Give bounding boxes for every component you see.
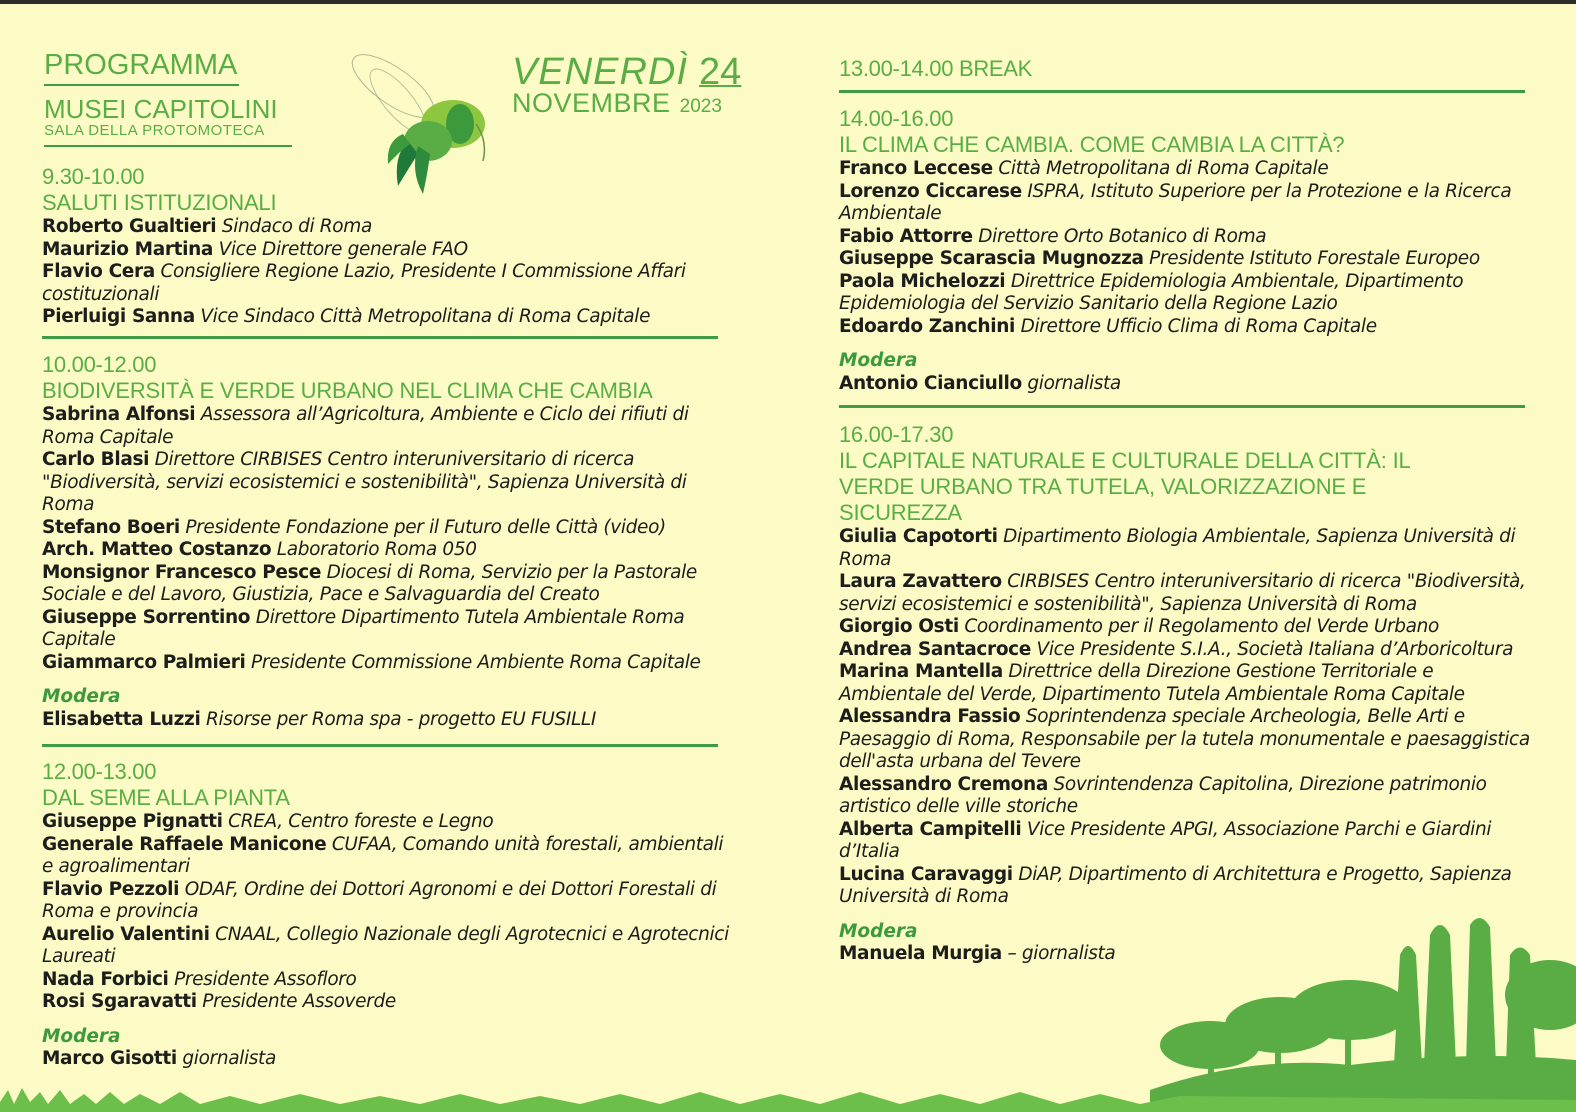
speaker-entry bbox=[42, 216, 732, 239]
speaker-name: Alessandro Cremona bbox=[839, 773, 1048, 795]
session-2 bbox=[42, 352, 732, 731]
speaker-role: Vice Sindaco Città Metropolitana di Roma Capitale bbox=[200, 306, 651, 327]
speaker-entry bbox=[42, 834, 732, 879]
speaker-list bbox=[42, 811, 732, 1014]
speaker-role: Direttore Dipartimento Tutela Ambientale Roma Capitale bbox=[42, 606, 685, 650]
speaker-name: Giammarco Palmieri bbox=[42, 651, 246, 673]
programma-title: PROGRAMMA bbox=[44, 49, 238, 81]
session-time: 14.00-16.00 bbox=[839, 106, 954, 131]
speaker-name: Franco Leccese bbox=[839, 158, 993, 179]
moderator-name: Marco Gisotti bbox=[42, 1048, 177, 1069]
moderator-role: Risorse per Roma spa - progetto EU FUSILLI bbox=[205, 708, 596, 730]
speaker-role: CUFAA, Comando unità forestali, ambientali e agroalimentari bbox=[42, 833, 724, 877]
speaker-entry bbox=[42, 261, 732, 306]
speaker-name: Edoardo Zanchini bbox=[839, 315, 1016, 337]
speaker-name: Alberta Campitelli bbox=[839, 818, 1022, 840]
session-title: SALUTI ISTITUZIONALI bbox=[42, 190, 277, 215]
speaker-role: Presidente Assofloro bbox=[174, 968, 357, 990]
speaker-role: CIRBISES Centro interuniversitario di ricerca "Biodiversità, servizi ecosistemici e sostenibilità", Sapienza Università di Roma bbox=[839, 571, 1526, 615]
speaker-entry bbox=[42, 924, 732, 969]
moderator-label: Modera bbox=[839, 920, 918, 942]
speaker-name: Roberto Gualtieri bbox=[42, 216, 217, 237]
moderator-label: Modera bbox=[42, 1025, 121, 1047]
date-day: 24 bbox=[699, 51, 742, 93]
moderator-role: – giornalista bbox=[1007, 943, 1116, 964]
speaker-name: Paola Michelozzi bbox=[839, 270, 1006, 292]
speaker-role: Laboratorio Roma 050 bbox=[276, 539, 477, 560]
speaker-name: Giulia Capotorti bbox=[839, 526, 998, 547]
speaker-name: Flavio Pezzoli bbox=[42, 878, 180, 900]
speaker-role: Presidente Istituto Forestale Europeo bbox=[1149, 248, 1480, 269]
speaker-entry bbox=[839, 226, 1539, 249]
speaker-list bbox=[42, 404, 732, 674]
session-title: IL CLIMA CHE CAMBIA. COME CAMBIA LA CITTÀ? bbox=[839, 132, 1345, 157]
speaker-name: Maurizio Martina bbox=[42, 238, 214, 260]
moderator-name: Antonio Cianciullo bbox=[839, 372, 1022, 394]
speaker-name: Giuseppe Sorrentino bbox=[42, 606, 251, 628]
speaker-name: Giuseppe Pignatti bbox=[42, 811, 223, 832]
speaker-list bbox=[839, 158, 1539, 338]
speaker-name: Monsignor Francesco Pesce bbox=[42, 561, 322, 583]
speaker-entry bbox=[42, 449, 732, 517]
speaker-role: Direttore Orto Botanico di Roma bbox=[978, 225, 1267, 247]
session-title: BIODIVERSITÀ E VERDE URBANO NEL CLIMA CHE CAMBIA bbox=[42, 378, 653, 403]
speaker-entry bbox=[42, 562, 732, 607]
session-title: DAL SEME ALLA PIANTA bbox=[42, 785, 290, 810]
session-time: 16.00-17.30 bbox=[839, 422, 954, 447]
room-subtitle: SALA DELLA PROTOMOTECA bbox=[44, 122, 265, 139]
speaker-name: Arch. Matteo Costanzo bbox=[42, 539, 272, 560]
speaker-role: Soprintendenza speciale Archeologia, Belle Arti e Paesaggio di Roma, Responsabile per la tutela monumentale e paesaggistica dell'asta urbana del Tevere bbox=[839, 706, 1530, 772]
speaker-entry bbox=[839, 526, 1539, 571]
moderator-role: giornalista bbox=[1027, 372, 1121, 394]
moderator-entry bbox=[839, 373, 1539, 396]
speaker-name: Sabrina Alfonsi bbox=[42, 404, 196, 425]
date-year: 2023 bbox=[679, 96, 722, 117]
session-5 bbox=[839, 422, 1539, 966]
moderator-label: Modera bbox=[42, 686, 121, 707]
speaker-role: Presidente Assoverde bbox=[202, 991, 396, 1012]
speaker-entry bbox=[839, 864, 1539, 909]
speaker-entry bbox=[42, 404, 732, 449]
speaker-name: Giuseppe Scarascia Mugnozza bbox=[839, 248, 1144, 269]
speaker-list bbox=[42, 216, 732, 329]
speaker-role: Diocesi di Roma, Servizio per la Pastorale Sociale e del Lavoro, Giustizia, Pace e Salvaguardia del Creato bbox=[42, 561, 697, 605]
speaker-name: Pierluigi Sanna bbox=[42, 306, 195, 327]
speaker-role: Dipartimento Biologia Ambientale, Sapienza Università di Roma bbox=[839, 526, 1516, 570]
grass-strip bbox=[0, 1080, 1576, 1112]
moderator-entry bbox=[42, 709, 732, 732]
break-label: 13.00-14.00 BREAK bbox=[839, 56, 1033, 81]
speaker-entry bbox=[839, 271, 1539, 316]
date-block bbox=[512, 52, 742, 122]
speaker-name: Nada Forbici bbox=[42, 968, 169, 990]
speaker-name: Lucina Caravaggi bbox=[839, 863, 1013, 885]
speaker-entry bbox=[42, 969, 732, 992]
speaker-list bbox=[839, 526, 1539, 909]
speaker-role: Direttrice Epidemiologia Ambientale, Dipartimento Epidemiologia del Servizio Sanitario della Regione Lazio bbox=[839, 270, 1464, 314]
top-border bbox=[0, 0, 1576, 4]
speaker-name: Marina Mantella bbox=[839, 661, 1003, 682]
speaker-entry bbox=[839, 661, 1539, 706]
speaker-role: Consigliere Regione Lazio, Presidente I Commissione Affari costituzionali bbox=[42, 261, 686, 305]
speaker-entry bbox=[42, 879, 732, 924]
speaker-entry bbox=[839, 706, 1539, 774]
speaker-name: Fabio Attorre bbox=[839, 225, 973, 247]
session-3 bbox=[42, 759, 732, 1071]
speaker-role: CREA, Centro foreste e Legno bbox=[228, 811, 494, 832]
speaker-entry bbox=[42, 539, 732, 562]
speaker-role: ODAF, Ordine dei Dottori Agronomi e dei Dottori Forestali di Roma e provincia bbox=[42, 878, 717, 922]
speaker-role: Presidente Fondazione per il Futuro delle Città (video) bbox=[185, 516, 666, 538]
speaker-name: Stefano Boeri bbox=[42, 516, 180, 538]
session-time: 10.00-12.00 bbox=[42, 352, 157, 377]
speaker-name: Aurelio Valentini bbox=[42, 923, 210, 945]
speaker-role: Sindaco di Roma bbox=[221, 216, 372, 237]
date-weekday: VENERDÌ bbox=[512, 51, 688, 93]
section-divider bbox=[839, 405, 1525, 408]
header-rule bbox=[44, 145, 292, 147]
speaker-entry bbox=[839, 248, 1539, 271]
speaker-entry bbox=[42, 652, 732, 675]
speaker-entry bbox=[42, 811, 732, 834]
speaker-entry bbox=[42, 306, 732, 329]
session-title: IL CAPITALE NATURALE E CULTURALE DELLA CITTÀ: IL VERDE URBANO TRA TUTELA, VALORIZZAZIONE E SICUREZZA bbox=[839, 448, 1410, 525]
speaker-role: ISPRA, Istituto Superiore per la Protezione e la Ricerca Ambientale bbox=[839, 180, 1512, 224]
header-block bbox=[44, 50, 304, 139]
speaker-entry bbox=[839, 819, 1539, 864]
speaker-name: Lorenzo Ciccarese bbox=[839, 180, 1022, 202]
session-time: 9.30-10.00 bbox=[42, 164, 145, 189]
section-divider bbox=[839, 90, 1525, 93]
speaker-role: CNAAL, Collegio Nazionale degli Agrotecnici e Agrotecnici Laureati bbox=[42, 923, 729, 967]
speaker-name: Rosi Sgaravatti bbox=[42, 991, 197, 1012]
session-time: 12.00-13.00 bbox=[42, 759, 157, 784]
speaker-role: Vice Presidente S.I.A., Società Italiana d’Arboricoltura bbox=[1036, 638, 1514, 660]
date-month: NOVEMBRE bbox=[512, 88, 671, 118]
speaker-entry bbox=[42, 991, 732, 1014]
session-1 bbox=[42, 164, 732, 329]
speaker-entry bbox=[839, 181, 1539, 226]
moderator-role: giornalista bbox=[182, 1048, 276, 1069]
speaker-name: Andrea Santacroce bbox=[839, 638, 1031, 660]
section-divider bbox=[42, 744, 718, 747]
speaker-name: Laura Zavattero bbox=[839, 571, 1002, 592]
speaker-role: Presidente Commissione Ambiente Roma Capitale bbox=[251, 651, 701, 673]
moderator-entry bbox=[42, 1048, 732, 1071]
speaker-role: Assessora all’Agricoltura, Ambiente e Ciclo dei rifiuti di Roma Capitale bbox=[42, 404, 689, 448]
speaker-role: Vice Direttore generale FAO bbox=[218, 238, 468, 260]
speaker-entry bbox=[839, 616, 1539, 639]
speaker-role: Coordinamento per il Regolamento del Verde Urbano bbox=[964, 616, 1440, 637]
moderator-label: Modera bbox=[839, 350, 918, 371]
venue-title: MUSEI CAPITOLINI bbox=[44, 94, 278, 124]
speaker-entry bbox=[839, 158, 1539, 181]
speaker-name: Carlo Blasi bbox=[42, 449, 150, 470]
speaker-name: Generale Raffaele Manicone bbox=[42, 833, 327, 855]
speaker-entry bbox=[42, 517, 732, 540]
speaker-role: Vice Presidente APGI, Associazione Parchi e Giardini d’Italia bbox=[839, 818, 1492, 862]
speaker-name: Alessandra Fassio bbox=[839, 706, 1021, 727]
speaker-entry bbox=[839, 639, 1539, 662]
moderator-name: Manuela Murgia bbox=[839, 943, 1002, 964]
session-4 bbox=[839, 106, 1539, 395]
speaker-role: Sovrintendenza Capitolina, Direzione patrimonio artistico delle ville storiche bbox=[839, 773, 1487, 817]
speaker-role: DiAP, Dipartimento di Architettura e Progetto, Sapienza Università di Roma bbox=[839, 863, 1512, 907]
speaker-entry bbox=[839, 774, 1539, 819]
speaker-name: Giorgio Osti bbox=[839, 616, 959, 637]
speaker-role: Direttrice della Direzione Gestione Territoriale e Ambientale del Verde, Dipartimento Tutela Ambientale Roma Capitale bbox=[839, 661, 1465, 705]
speaker-entry bbox=[42, 239, 732, 262]
section-divider bbox=[42, 336, 718, 339]
speaker-role: Direttore CIRBISES Centro interuniversitario di ricerca "Biodiversità, servizi ecosistemici e sostenibilità", Sapienza Università di Roma bbox=[42, 449, 687, 515]
speaker-entry bbox=[839, 571, 1539, 616]
break-block bbox=[839, 56, 1529, 82]
speaker-entry bbox=[839, 316, 1539, 339]
header-underline bbox=[44, 84, 239, 86]
speaker-role: Direttore Ufficio Clima di Roma Capitale bbox=[1020, 315, 1377, 337]
speaker-entry bbox=[42, 607, 732, 652]
speaker-role: Città Metropolitana di Roma Capitale bbox=[998, 158, 1329, 179]
moderator-name: Elisabetta Luzzi bbox=[42, 708, 201, 730]
speaker-name: Flavio Cera bbox=[42, 261, 155, 282]
